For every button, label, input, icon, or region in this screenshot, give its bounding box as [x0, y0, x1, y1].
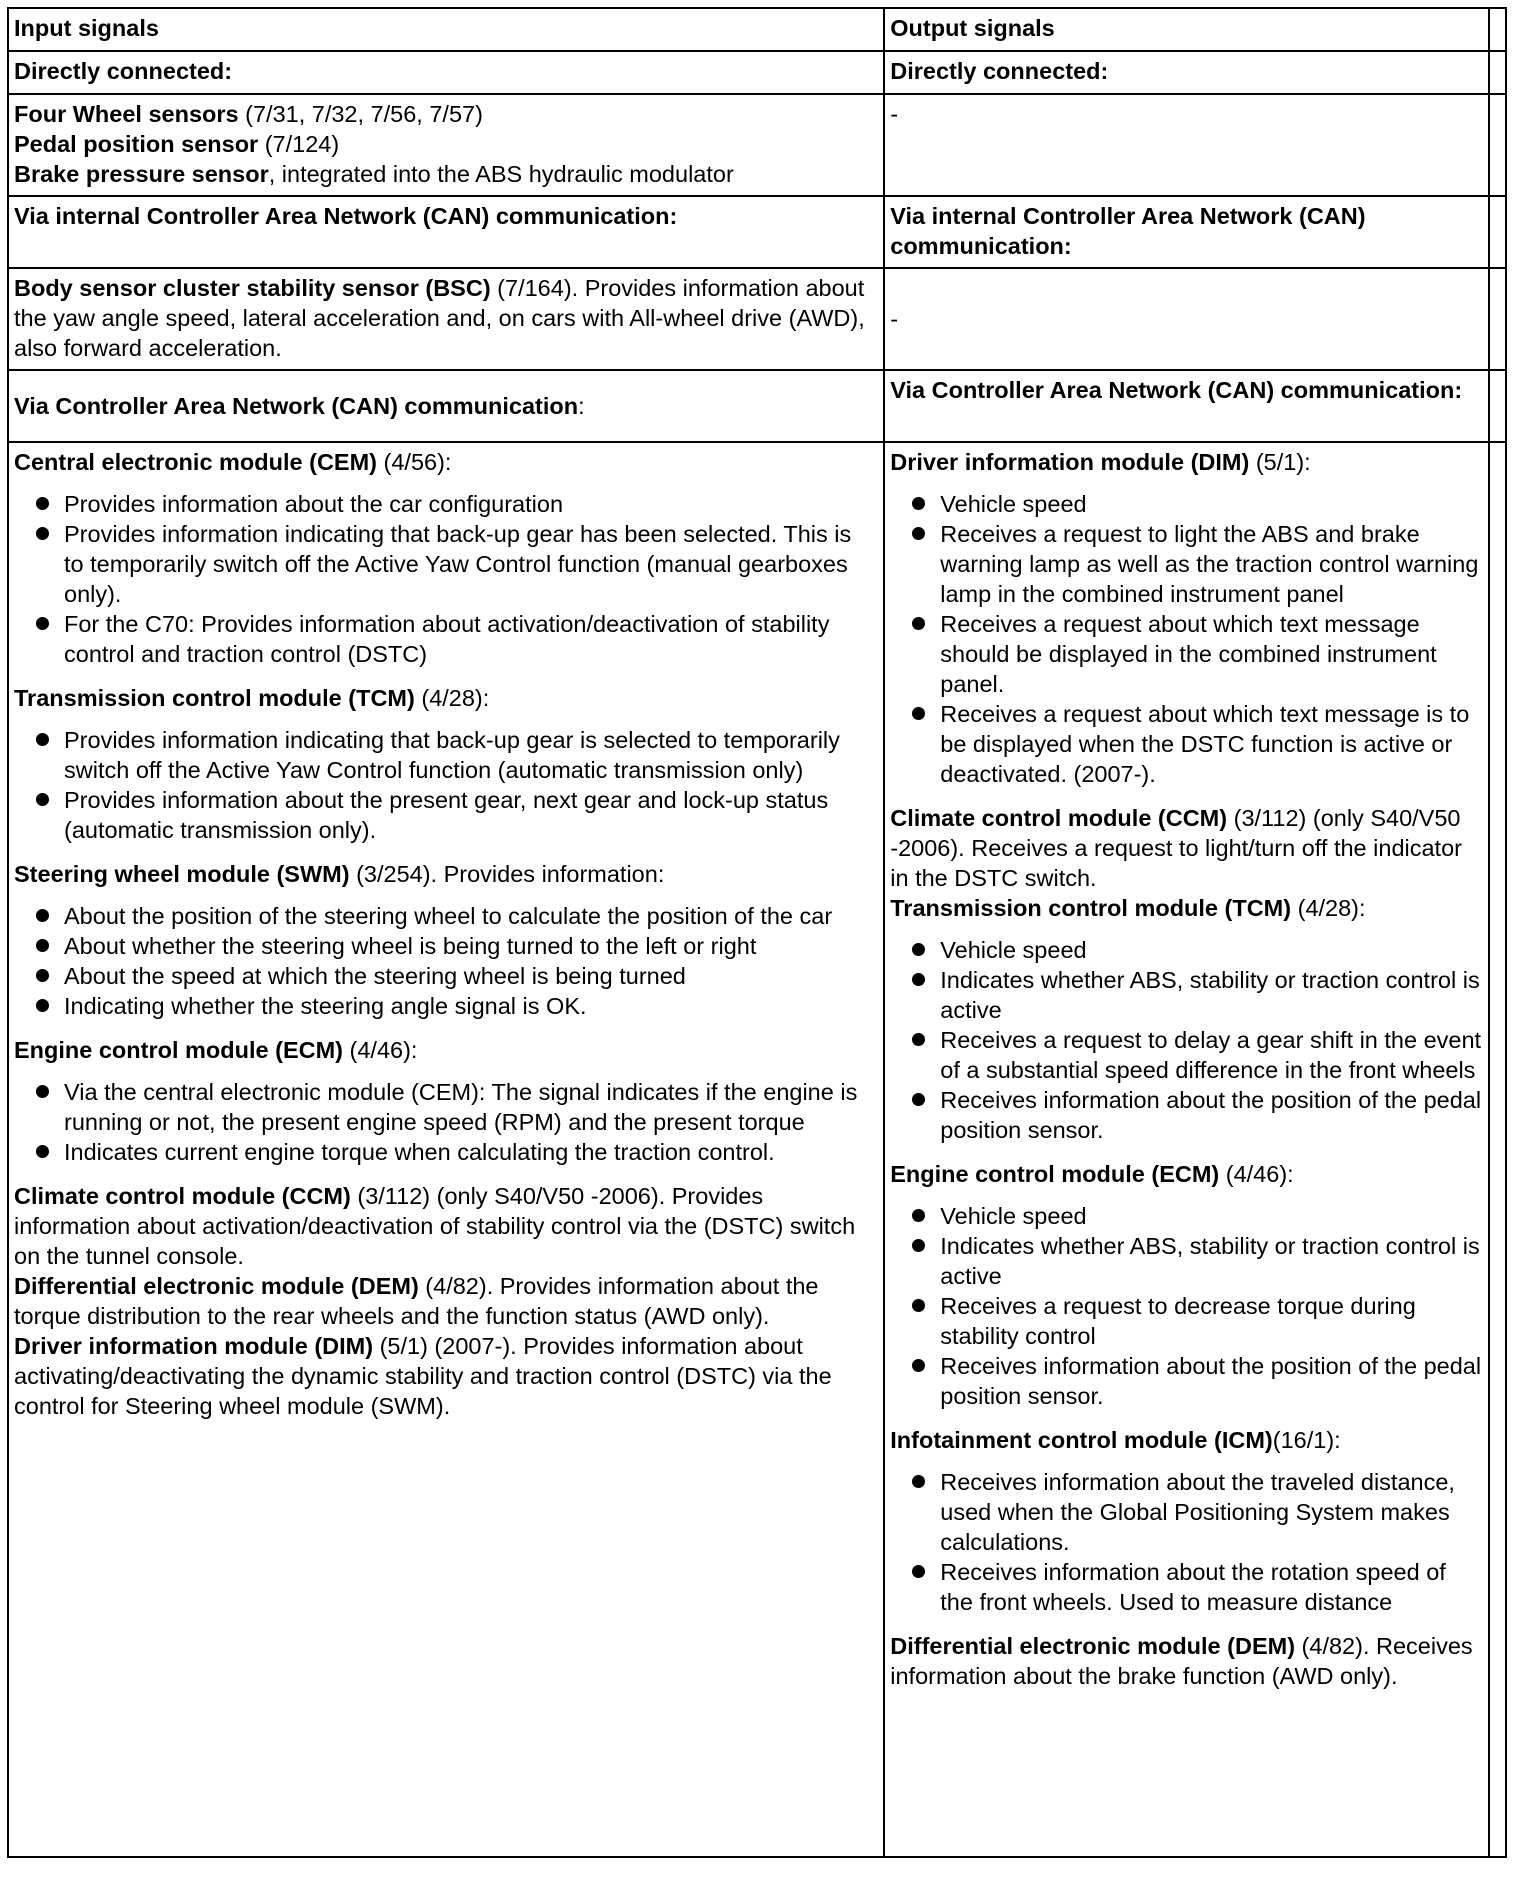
directly-connected-content-row: [8, 94, 1506, 196]
bullet-icon: [36, 939, 49, 952]
icm-title: Infotainment control module (ICM)(16/1):: [890, 1427, 1341, 1453]
icm-list: [890, 1467, 1482, 1617]
dim-list: [890, 489, 1482, 789]
bullet-icon: [912, 1093, 925, 1106]
input-signals-header: Input signals: [8, 8, 884, 51]
internal-can-heading-row: [8, 196, 1506, 268]
bullet-icon: [912, 1359, 925, 1372]
bullet-icon: [912, 1239, 925, 1252]
sensor-line: Four Wheel sensors (7/31, 7/32, 7/56, 7/57): [14, 101, 483, 127]
list-item: Receives information about the traveled distance, used when the Global Positioning System makes calculations.: [890, 1467, 1482, 1557]
ecm-list: [14, 1077, 877, 1167]
input-sensors-cell: [8, 94, 884, 196]
list-item: Receives a request about which text message should be displayed in the combined instrument panel.: [890, 609, 1482, 699]
output-direct-cell: -: [884, 94, 1489, 196]
dim-paragraph: Driver information module (DIM) (5/1) (2007-). Provides information about activating/deactivating the dynamic stability and traction control (DSTC) via the control for Steering wheel module (SWM).: [14, 1333, 832, 1419]
list-item: Receives information about the position of the pedal position sensor.: [890, 1085, 1482, 1145]
dim-title: Driver information module (DIM) (5/1):: [890, 449, 1311, 475]
output-internal-can-heading: Via internal Controller Area Network (CAN) communication:: [884, 196, 1489, 268]
blank-cell: [1489, 268, 1506, 370]
bullet-icon: [912, 943, 925, 956]
input-modules-cell: [8, 442, 884, 1857]
list-item: Receives information about the rotation speed of the front wheels. Used to measure distance: [890, 1557, 1482, 1617]
list-item: About the position of the steering wheel to calculate the position of the car: [14, 901, 877, 931]
bullet-icon: [36, 617, 49, 630]
can-content-row: [8, 442, 1506, 1857]
header-row: [8, 8, 1506, 51]
sensor-line: Brake pressure sensor, integrated into the ABS hydraulic modulator: [14, 161, 734, 187]
swm-list: [14, 901, 877, 1021]
bullet-icon: [912, 707, 925, 720]
list-item: Receives a request to decrease torque during stability control: [890, 1291, 1482, 1351]
internal-can-content-row: [8, 268, 1506, 370]
bullet-icon: [36, 999, 49, 1012]
list-item: Receives a request about which text message is to be displayed when the DSTC function is active or deactivated. (2007-).: [890, 699, 1482, 789]
tcm-title: Transmission control module (TCM) (4/28):: [890, 895, 1366, 921]
list-item: Indicating whether the steering angle signal is OK.: [14, 991, 877, 1021]
blank-cell: [1489, 442, 1506, 1857]
ecm-title: Engine control module (ECM) (4/46):: [890, 1161, 1294, 1187]
list-item: Receives a request to light the ABS and brake warning lamp as well as the traction control warning lamp in the combined instrument panel: [890, 519, 1482, 609]
bullet-icon: [36, 1085, 49, 1098]
cem-list: [14, 489, 877, 669]
blank-cell: [1489, 94, 1506, 196]
blank-cell: [1489, 8, 1506, 51]
list-item: Indicates current engine torque when calculating the traction control.: [14, 1137, 877, 1167]
input-bsc-cell: Body sensor cluster stability sensor (BSC) (7/164). Provides information about the yaw angle speed, lateral acceleration and, on cars with All-wheel drive (AWD), also forward acceleration.: [8, 268, 884, 370]
bullet-icon: [912, 617, 925, 630]
bullet-icon: [912, 527, 925, 540]
bullet-icon: [912, 1475, 925, 1488]
blank-cell: [1489, 196, 1506, 268]
bullet-icon: [36, 969, 49, 982]
bullet-icon: [912, 1033, 925, 1046]
output-modules-cell: [884, 442, 1489, 1857]
ccm-paragraph: Climate control module (CCM) (3/112) (only S40/V50 -2006). Receives a request to light/turn off the indicator in the DSTC switch.: [890, 805, 1462, 891]
list-item: About the speed at which the steering wheel is being turned: [14, 961, 877, 991]
output-can-heading: Via Controller Area Network (CAN) communication:: [884, 370, 1489, 442]
bullet-icon: [36, 497, 49, 510]
list-item: Via the central electronic module (CEM): The signal indicates if the engine is running or not, the present engine speed (RPM) and the present torque: [14, 1077, 877, 1137]
tcm-list: [14, 725, 877, 845]
output-directly-connected-heading: Directly connected:: [884, 51, 1489, 94]
blank-cell: [1489, 51, 1506, 94]
swm-title: Steering wheel module (SWM) (3/254). Provides information:: [14, 861, 665, 887]
dem-paragraph: Differential electronic module (DEM) (4/82). Provides information about the torque distribution to the rear wheels and the function status (AWD only).: [14, 1273, 819, 1329]
list-item: Vehicle speed: [890, 935, 1482, 965]
dem-paragraph: Differential electronic module (DEM) (4/82). Receives information about the brake function (AWD only).: [890, 1633, 1473, 1689]
list-item: Receives information about the position of the pedal position sensor.: [890, 1351, 1482, 1411]
list-item: Vehicle speed: [890, 1201, 1482, 1231]
bullet-icon: [36, 527, 49, 540]
output-internal-can-cell: -: [884, 268, 1489, 370]
list-item: Receives a request to delay a gear shift in the event of a substantial speed difference in the front wheels: [890, 1025, 1482, 1085]
bullet-icon: [912, 973, 925, 986]
output-signals-header: Output signals: [884, 8, 1489, 51]
bullet-icon: [36, 793, 49, 806]
list-item: Provides information about the present gear, next gear and lock-up status (automatic transmission only).: [14, 785, 877, 845]
bullet-icon: [36, 733, 49, 746]
list-item: Indicates whether ABS, stability or traction control is active: [890, 1231, 1482, 1291]
input-internal-can-heading: Via internal Controller Area Network (CAN) communication:: [8, 196, 884, 268]
blank-cell: [1489, 370, 1506, 442]
bullet-icon: [912, 1299, 925, 1312]
list-item: Indicates whether ABS, stability or traction control is active: [890, 965, 1482, 1025]
bullet-icon: [912, 497, 925, 510]
input-directly-connected-heading: Directly connected:: [8, 51, 884, 94]
list-item: Provides information indicating that back-up gear has been selected. This is to temporarily switch off the Active Yaw Control function (manual gearboxes only).: [14, 519, 877, 609]
list-item: Vehicle speed: [890, 489, 1482, 519]
bullet-icon: [36, 1145, 49, 1158]
list-item: Provides information indicating that back-up gear is selected to temporarily switch off the Active Yaw Control function (automatic transmission only): [14, 725, 877, 785]
list-item: For the C70: Provides information about activation/deactivation of stability control and traction control (DSTC): [14, 609, 877, 669]
bullet-icon: [36, 909, 49, 922]
ccm-paragraph: Climate control module (CCM) (3/112) (only S40/V50 -2006). Provides information about activation/deactivation of stability control via the (DSTC) switch on the tunnel console.: [14, 1183, 856, 1269]
list-item: About whether the steering wheel is being turned to the left or right: [14, 931, 877, 961]
ecm-title: Engine control module (ECM) (4/46):: [14, 1037, 418, 1063]
tcm-title: Transmission control module (TCM) (4/28):: [14, 685, 490, 711]
input-can-heading: Via Controller Area Network (CAN) communication:: [8, 370, 884, 442]
list-item: Provides information about the car configuration: [14, 489, 877, 519]
signals-table: [7, 7, 1507, 1858]
tcm-list: [890, 935, 1482, 1145]
bullet-icon: [912, 1209, 925, 1222]
bullet-icon: [912, 1565, 925, 1578]
directly-connected-row: [8, 51, 1506, 94]
sensor-line: Pedal position sensor (7/124): [14, 131, 340, 157]
can-heading-row: [8, 370, 1506, 442]
cem-title: Central electronic module (CEM) (4/56):: [14, 449, 452, 475]
ecm-list: [890, 1201, 1482, 1411]
